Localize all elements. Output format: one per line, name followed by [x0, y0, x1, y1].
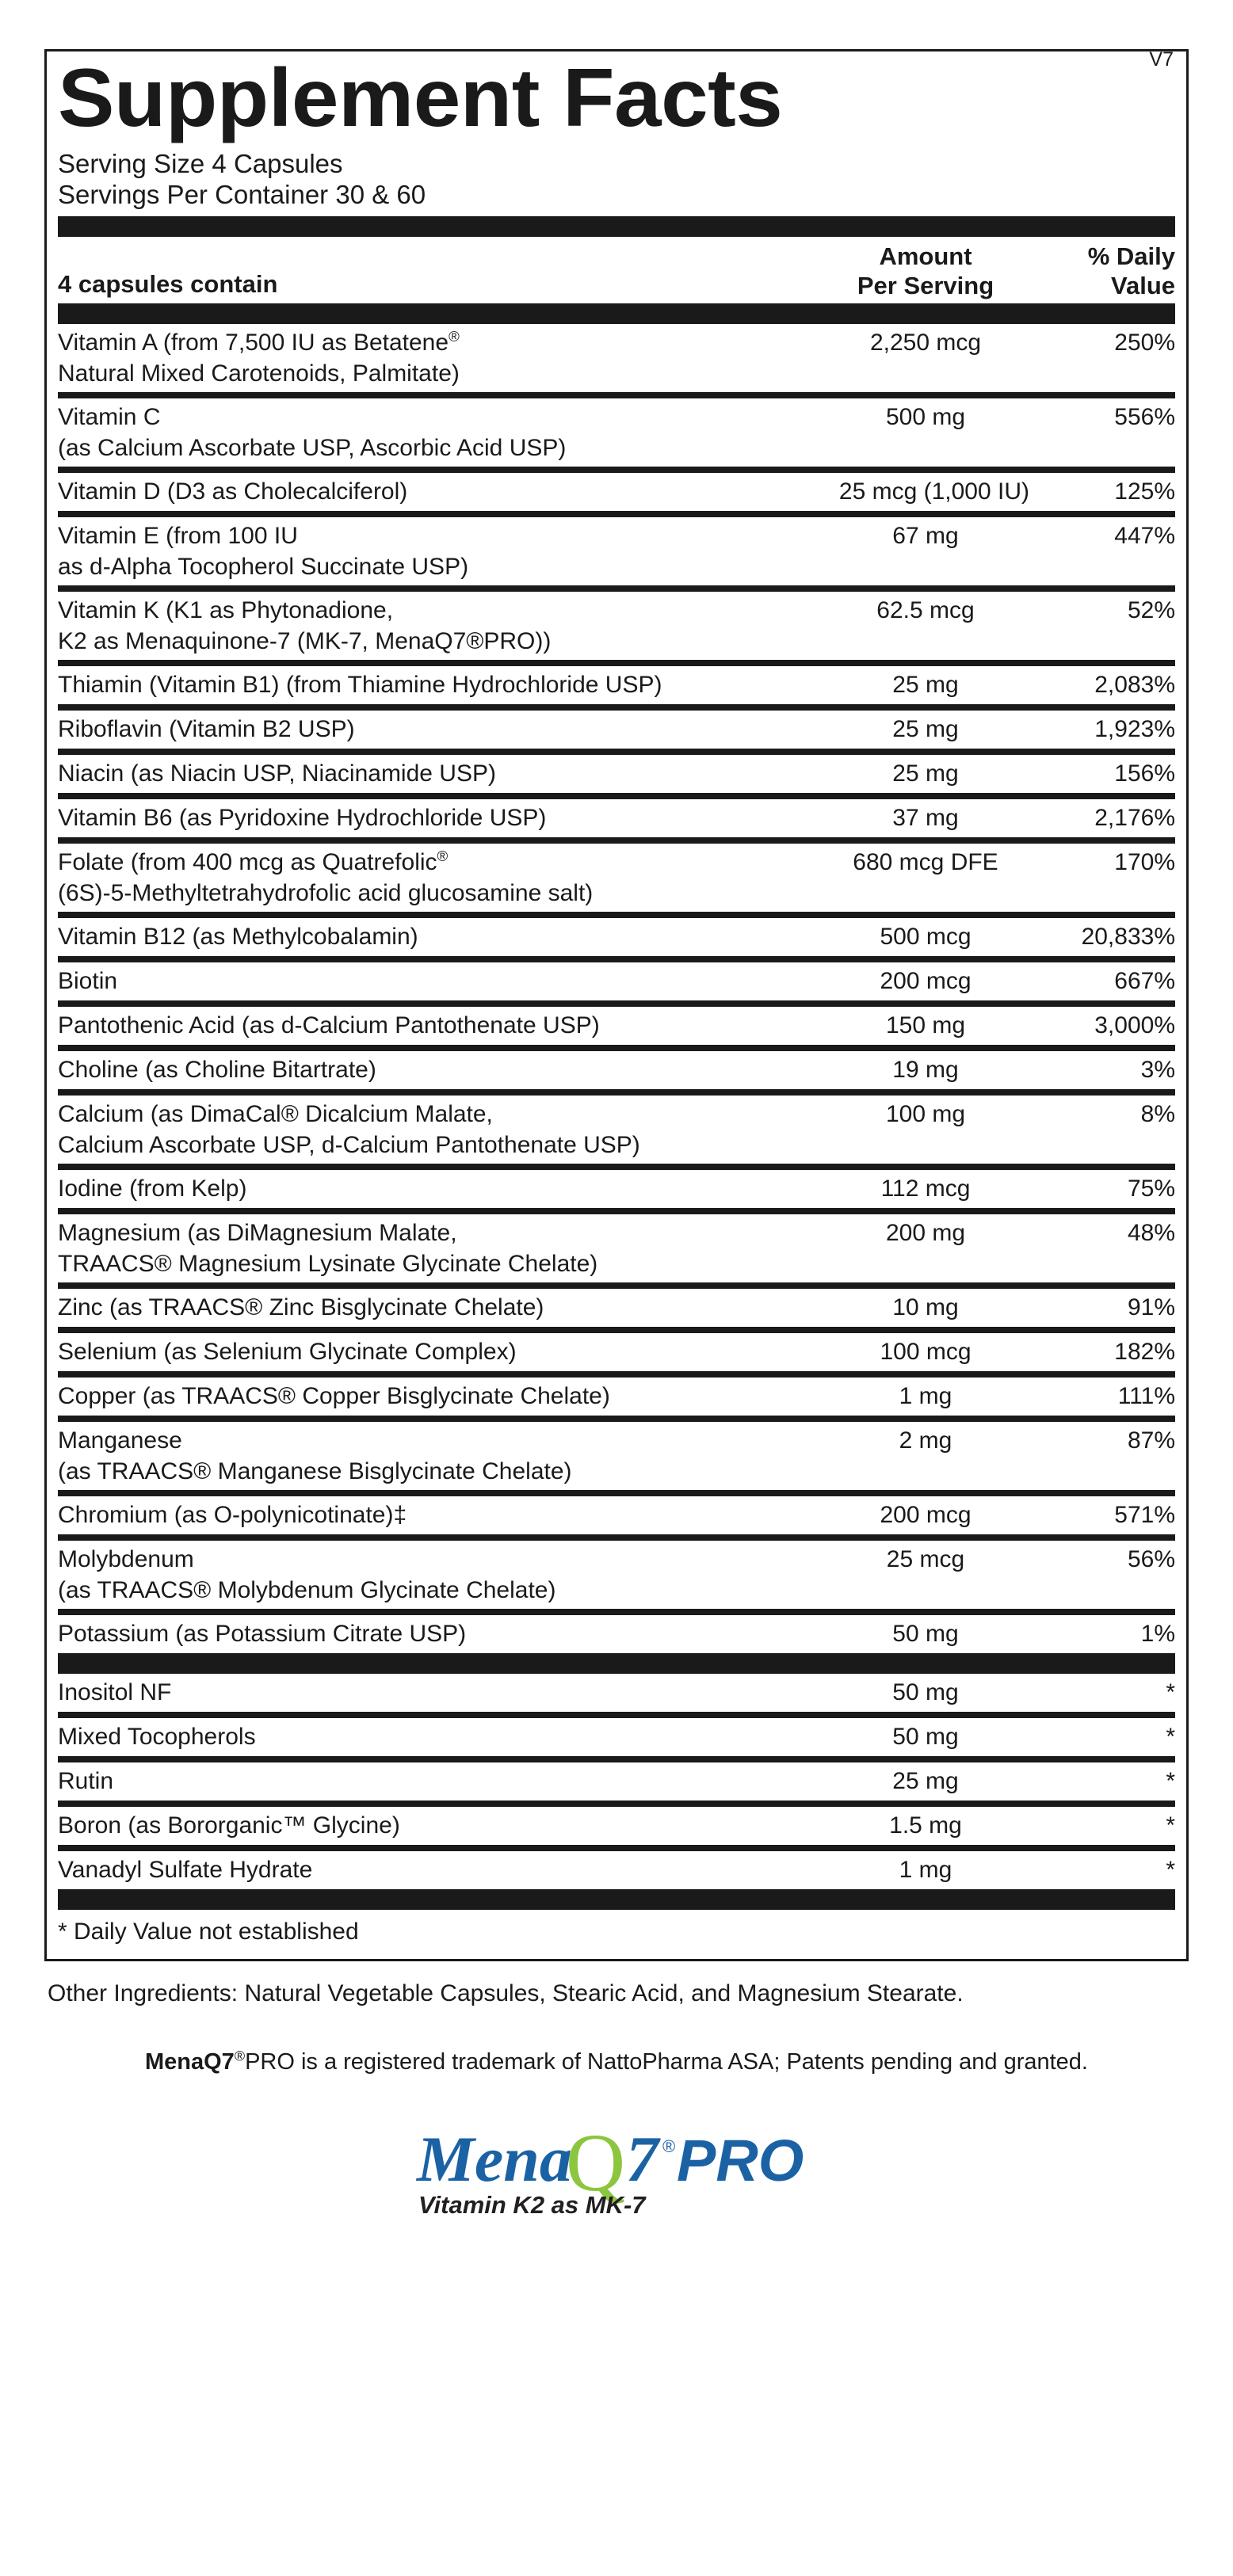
row-divider	[58, 1801, 1175, 1807]
nutrient-name	[58, 921, 819, 952]
other-ingredients: Other Ingredients: Natural Vegetable Capsules, Stearic Acid, and Magnesium Stearate.	[48, 1980, 964, 2006]
nutrient-amount: 50 mg	[892, 1724, 959, 1750]
column-header-amount-line1: Amount	[879, 242, 972, 270]
nutrient-daily-value: 3%	[1140, 1057, 1175, 1083]
nutrient-amount: 150 mg	[885, 1012, 966, 1038]
nutrient-daily-value: 20,833%	[1081, 924, 1175, 950]
table-row	[58, 799, 1175, 837]
table-row	[58, 1051, 1175, 1089]
nutrient-amount: 2 mg	[899, 1427, 952, 1454]
table-row	[58, 1674, 1175, 1712]
daily-value-footnote: * Daily Value not established	[58, 1919, 359, 1945]
table-row	[58, 1496, 1175, 1534]
nutrient-amount: 50 mg	[892, 1679, 959, 1705]
nutrient-daily-value: 91%	[1127, 1294, 1175, 1320]
table-row	[58, 1007, 1175, 1045]
nutrient-amount: 25 mcg (1,000 IU)	[838, 478, 1029, 505]
nutrient-daily-value: *	[1166, 1857, 1175, 1883]
row-divider	[58, 793, 1175, 799]
table-row	[58, 1096, 1175, 1164]
other-nutrient-table	[58, 1674, 1175, 1889]
header-divider-band	[58, 216, 1175, 237]
nutrient-name-line2: (as Calcium Ascorbate USP, Ascorbic Acid USP)	[58, 435, 567, 461]
nutrient-amount: 62.5 mcg	[876, 597, 975, 623]
nutrient-daily-value: 447%	[1114, 523, 1175, 549]
nutrient-name	[58, 1292, 819, 1323]
nutrient-name	[58, 966, 819, 996]
row-divider	[58, 1089, 1175, 1096]
nutrient-name-line1: Iodine (from Kelp)	[58, 1176, 247, 1202]
nutrient-name-line1: Chromium (as O-polynicotinate)‡	[58, 1502, 407, 1528]
nutrient-daily-value: 48%	[1127, 1220, 1175, 1246]
nutrient-name	[58, 402, 819, 463]
nutrient-name	[58, 1499, 819, 1530]
column-header-amount-line2: Per Serving	[857, 272, 994, 299]
table-row	[58, 1422, 1175, 1490]
nutrient-daily-value: 667%	[1114, 968, 1175, 994]
nutrient-daily-value: 87%	[1127, 1427, 1175, 1454]
nutrient-name-line1: Potassium (as Potassium Citrate USP)	[58, 1621, 467, 1647]
row-divider	[58, 749, 1175, 755]
table-row	[58, 1289, 1175, 1327]
nutrient-daily-value: 170%	[1114, 849, 1175, 875]
nutrient-name-line1: Boron (as Bororganic™ Glycine)	[58, 1812, 400, 1839]
nutrient-name-line1: Niacin (as Niacin USP, Niacinamide USP)	[58, 760, 496, 787]
nutrient-name-line2: K2 as Menaquinone-7 (MK-7, MenaQ7®PRO))	[58, 628, 552, 654]
logo-pro-text: PRO	[677, 2128, 804, 2193]
row-divider	[58, 1534, 1175, 1541]
nutrient-amount: 50 mg	[892, 1621, 959, 1647]
nutrient-daily-value: *	[1166, 1679, 1175, 1705]
nutrient-name-line1: Vitamin B12 (as Methylcobalamin)	[58, 924, 418, 950]
nutrient-name-line1: Folate (from 400 mcg as Quatrefolic	[58, 849, 437, 875]
nutrient-daily-value: *	[1166, 1768, 1175, 1794]
nutrient-amount: 112 mcg	[880, 1176, 971, 1202]
nutrient-name-line1: Magnesium (as DiMagnesium Malate,	[58, 1220, 457, 1246]
nutrient-daily-value: 8%	[1140, 1101, 1175, 1127]
nutrient-amount: 200 mg	[885, 1220, 966, 1246]
nutrient-name-line1: Inositol NF	[58, 1679, 172, 1705]
registered-icon: ®	[437, 848, 449, 864]
nutrient-name-line1: Vitamin B6 (as Pyridoxine Hydrochloride USP)	[58, 805, 547, 831]
table-row	[58, 473, 1175, 511]
row-divider	[58, 1282, 1175, 1289]
nutrient-name	[58, 1010, 819, 1041]
table-row	[58, 324, 1175, 392]
table-row	[58, 755, 1175, 793]
table-row	[58, 1541, 1175, 1609]
nutrient-name	[58, 520, 819, 582]
logo-tagline: Vitamin K2 as MK-7	[418, 2191, 646, 2219]
table-top-band	[58, 303, 1175, 324]
other-nutrients-band	[58, 1653, 1175, 1674]
table-row	[58, 592, 1175, 660]
row-divider	[58, 511, 1175, 517]
nutrient-amount: 25 mg	[892, 716, 959, 742]
nutrient-daily-value: 1%	[1140, 1621, 1175, 1647]
nutrient-name-line1: Vitamin D (D3 as Cholecalciferol)	[58, 478, 408, 505]
nutrient-name	[58, 1218, 819, 1279]
nutrient-name	[58, 714, 819, 745]
nutrient-daily-value: *	[1166, 1812, 1175, 1839]
servings-per-container: Servings Per Container 30 & 60	[58, 180, 426, 209]
nutrient-name-line1: Biotin	[58, 968, 118, 994]
nutrient-daily-value: 75%	[1127, 1176, 1175, 1202]
nutrient-name-line1: Vitamin A (from 7,500 IU as Betatene	[58, 330, 449, 356]
nutrient-daily-value: 250%	[1114, 330, 1175, 356]
nutrient-daily-value: 56%	[1127, 1546, 1175, 1572]
table-row	[58, 962, 1175, 1000]
nutrient-amount: 500 mcg	[880, 924, 972, 950]
nutrient-name	[58, 1677, 819, 1708]
table-row	[58, 1214, 1175, 1282]
row-divider	[58, 956, 1175, 962]
registered-icon: ®	[449, 328, 460, 345]
nutrient-name-line1: Manganese	[58, 1427, 182, 1454]
footnote-band	[58, 1889, 1175, 1910]
nutrient-name	[58, 1544, 819, 1606]
logo-seven-text: 7	[626, 2123, 658, 2195]
trademark-note-text: PRO is a registered trademark of NattoPharma ASA; Patents pending and granted.	[245, 2049, 1088, 2075]
nutrient-daily-value: 2,083%	[1094, 672, 1175, 698]
trademark-note-wrap	[44, 2047, 1189, 2077]
row-divider	[58, 1327, 1175, 1333]
nutrient-name	[58, 1381, 819, 1412]
nutrient-daily-value: *	[1166, 1724, 1175, 1750]
nutrient-name-line1: Calcium (as DimaCal® Dicalcium Malate,	[58, 1101, 493, 1127]
nutrient-amount: 25 mg	[892, 760, 959, 787]
table-row	[58, 1807, 1175, 1845]
row-divider	[58, 1164, 1175, 1170]
row-divider	[58, 467, 1175, 473]
row-divider	[58, 1712, 1175, 1718]
row-divider	[58, 1490, 1175, 1496]
nutrient-amount: 67 mg	[892, 523, 959, 549]
nutrient-name	[58, 1336, 819, 1367]
menaq7-pro-logo	[0, 2108, 1233, 2231]
nutrient-name-line1: Molybdenum	[58, 1546, 194, 1572]
nutrient-name	[58, 1054, 819, 1085]
page-title: Supplement Facts	[58, 52, 783, 144]
table-row	[58, 1333, 1175, 1371]
nutrient-name-line2: Natural Mixed Carotenoids, Palmitate)	[58, 360, 460, 387]
nutrient-name-line2: (6S)-5-Methyltetrahydrofolic acid glucosamine salt)	[58, 880, 594, 906]
nutrient-amount: 500 mg	[885, 404, 966, 430]
nutrient-name	[58, 758, 819, 789]
trademark-brand: MenaQ7	[144, 2049, 235, 2075]
nutrient-amount: 200 mcg	[880, 1502, 972, 1528]
nutrient-name	[58, 1425, 819, 1487]
logo-q-text: Q	[566, 2117, 626, 2208]
nutrient-amount: 2,250 mcg	[869, 330, 982, 356]
row-divider	[58, 704, 1175, 711]
nutrient-name	[58, 802, 819, 833]
serving-size: Serving Size 4 Capsules	[58, 149, 343, 178]
below-panel-notes	[44, 1979, 1189, 2009]
table-row	[58, 517, 1175, 585]
nutrient-amount: 19 mg	[892, 1057, 959, 1083]
nutrient-name	[58, 595, 819, 657]
version-tag: V7	[1149, 48, 1174, 70]
nutrient-name-line1: Vitamin K (K1 as Phytonadione,	[58, 597, 394, 623]
row-divider	[58, 1845, 1175, 1851]
nutrient-name-line1: Vanadyl Sulfate Hydrate	[58, 1857, 313, 1883]
logo-registered-icon: ®	[662, 2136, 676, 2156]
nutrient-daily-value: 1,923%	[1094, 716, 1175, 742]
nutrient-name-line1: Mixed Tocopherols	[58, 1724, 256, 1750]
table-row	[58, 398, 1175, 467]
nutrient-name-line1: Vitamin C	[58, 404, 161, 430]
serving-info	[58, 147, 1175, 216]
nutrient-daily-value: 2,176%	[1094, 805, 1175, 831]
row-divider	[58, 837, 1175, 844]
row-divider	[58, 1756, 1175, 1762]
table-row	[58, 1762, 1175, 1801]
nutrient-daily-value: 125%	[1114, 478, 1175, 505]
nutrient-name	[58, 1854, 819, 1885]
row-divider	[58, 585, 1175, 592]
nutrient-name-line2: Calcium Ascorbate USP, d-Calcium Pantothenate USP)	[58, 1132, 640, 1158]
table-row	[58, 1170, 1175, 1208]
nutrient-amount: 680 mcg DFE	[853, 849, 998, 875]
row-divider	[58, 1609, 1175, 1615]
nutrient-amount: 1.5 mg	[889, 1812, 962, 1839]
column-header-dv-line2: Value	[1111, 272, 1175, 299]
nutrient-amount: 100 mg	[885, 1101, 966, 1127]
title-row	[58, 48, 1175, 147]
nutrient-daily-value: 556%	[1114, 404, 1175, 430]
nutrient-name	[58, 1618, 819, 1649]
nutrient-name-line1: Pantothenic Acid (as d-Calcium Pantothenate USP)	[58, 1012, 600, 1038]
nutrient-amount: 25 mg	[892, 672, 959, 698]
nutrient-name	[58, 1173, 819, 1204]
column-header-daily-value	[1033, 242, 1175, 300]
nutrient-name-line2: TRAACS® Magnesium Lysinate Glycinate Chelate)	[58, 1251, 598, 1277]
nutrient-daily-value: 571%	[1114, 1502, 1175, 1528]
nutrient-name	[58, 327, 819, 389]
table-row	[58, 711, 1175, 749]
table-row	[58, 844, 1175, 912]
nutrient-daily-value: 52%	[1127, 597, 1175, 623]
nutrient-daily-value: 182%	[1114, 1339, 1175, 1365]
nutrient-amount: 1 mg	[899, 1857, 952, 1883]
menaq7-pro-logo-svg	[410, 2108, 823, 2227]
nutrient-amount: 25 mg	[892, 1768, 959, 1794]
nutrient-name-line2: (as TRAACS® Molybdenum Glycinate Chelate)	[58, 1577, 556, 1603]
nutrient-daily-value: 3,000%	[1094, 1012, 1175, 1038]
nutrient-name-line1: Thiamin (Vitamin B1) (from Thiamine Hydrochloride USP)	[58, 672, 662, 698]
column-headers	[58, 237, 1175, 303]
table-row	[58, 1615, 1175, 1653]
row-divider	[58, 1416, 1175, 1422]
nutrient-table	[58, 324, 1175, 1653]
nutrient-name	[58, 1099, 819, 1160]
nutrient-name-line1: Rutin	[58, 1768, 114, 1794]
nutrient-name	[58, 476, 768, 507]
supplement-facts-panel	[44, 49, 1189, 1961]
registered-icon: ®	[234, 2048, 246, 2064]
column-header-name: 4 capsules contain	[58, 270, 278, 298]
table-row	[58, 918, 1175, 956]
row-divider	[58, 1208, 1175, 1214]
logo-mena-text: Mena	[417, 2123, 572, 2195]
row-divider	[58, 1371, 1175, 1378]
row-divider	[58, 1045, 1175, 1051]
trademark-note	[44, 2047, 1189, 2077]
nutrient-name	[58, 1810, 819, 1841]
nutrient-name-line1: Selenium (as Selenium Glycinate Complex)	[58, 1339, 517, 1365]
row-divider	[58, 392, 1175, 398]
table-row	[58, 1851, 1175, 1889]
nutrient-name-line2: (as TRAACS® Manganese Bisglycinate Chelate)	[58, 1458, 572, 1484]
nutrient-amount: 1 mg	[899, 1383, 952, 1409]
row-divider	[58, 912, 1175, 918]
column-header-dv-line1: % Daily	[1087, 242, 1175, 270]
nutrient-name-line1: Zinc (as TRAACS® Zinc Bisglycinate Chelate)	[58, 1294, 544, 1320]
nutrient-name	[58, 669, 819, 700]
nutrient-name-line1: Vitamin E (from 100 IU	[58, 523, 298, 549]
nutrient-name	[58, 1721, 819, 1752]
nutrient-amount: 25 mcg	[886, 1546, 965, 1572]
nutrient-amount: 10 mg	[892, 1294, 959, 1320]
nutrient-name-line2: as d-Alpha Tocopherol Succinate USP)	[58, 554, 469, 580]
row-divider	[58, 1000, 1175, 1007]
table-row	[58, 1378, 1175, 1416]
nutrient-daily-value: 111%	[1117, 1383, 1175, 1409]
nutrient-amount: 200 mcg	[880, 968, 972, 994]
column-header-amount	[819, 242, 1033, 300]
nutrient-daily-value: 156%	[1114, 760, 1175, 787]
nutrient-amount: 37 mg	[892, 805, 959, 831]
nutrient-name	[58, 847, 819, 909]
row-divider	[58, 660, 1175, 666]
nutrient-name-line1: Copper (as TRAACS® Copper Bisglycinate Chelate)	[58, 1383, 610, 1409]
nutrient-amount: 100 mcg	[880, 1339, 972, 1365]
nutrient-name	[58, 1766, 819, 1797]
nutrient-name-line1: Riboflavin (Vitamin B2 USP)	[58, 716, 355, 742]
nutrient-name-line1: Choline (as Choline Bitartrate)	[58, 1057, 376, 1083]
table-row	[58, 666, 1175, 704]
table-row	[58, 1718, 1175, 1756]
